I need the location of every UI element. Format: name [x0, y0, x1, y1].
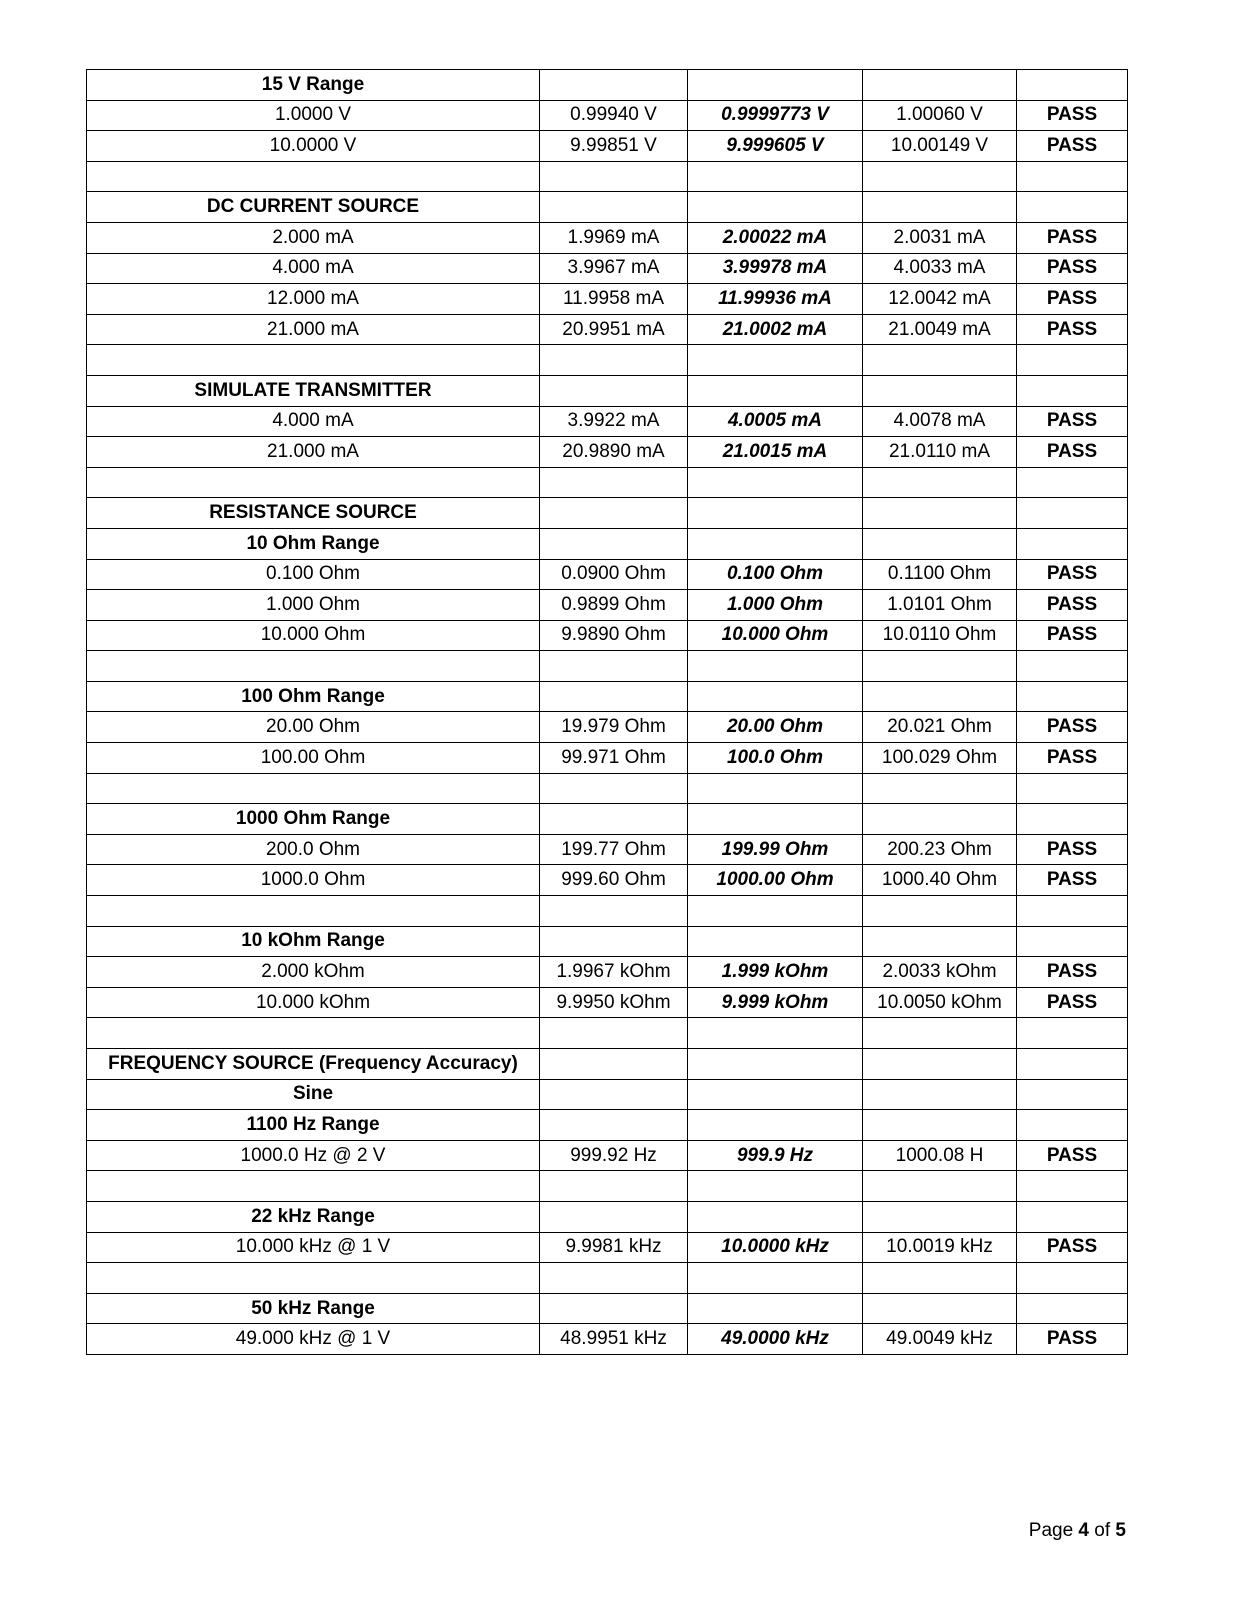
empty-cell	[540, 1293, 688, 1324]
high-cell: 100.029 Ohm	[863, 743, 1017, 774]
empty-cell	[688, 1263, 863, 1294]
result-cell: PASS	[1017, 987, 1128, 1018]
table-row	[87, 1232, 1128, 1263]
result-cell: PASS	[1017, 712, 1128, 743]
low-cell: 0.99940 V	[540, 100, 688, 131]
measured-cell: 1.000 Ohm	[688, 590, 863, 621]
empty-cell	[1017, 1171, 1128, 1202]
empty-cell	[863, 345, 1017, 376]
nominal-cell: 200.0 Ohm	[87, 834, 540, 865]
spacer-row	[87, 773, 1128, 804]
nominal-cell: 1.0000 V	[87, 100, 540, 131]
section-title: 10 kOhm Range	[87, 926, 540, 957]
section-title: RESISTANCE SOURCE	[87, 498, 540, 529]
empty-cell	[1017, 375, 1128, 406]
empty-cell	[863, 192, 1017, 223]
of-word: of	[1094, 1520, 1111, 1541]
empty-cell	[688, 467, 863, 498]
section-title: Sine	[87, 1079, 540, 1110]
empty-cell	[540, 192, 688, 223]
section-header-row	[87, 1201, 1128, 1232]
section-title: 100 Ohm Range	[87, 681, 540, 712]
empty-cell	[688, 1110, 863, 1141]
empty-cell	[1017, 1079, 1128, 1110]
section-title: 10 Ohm Range	[87, 528, 540, 559]
empty-cell	[1017, 70, 1128, 101]
empty-cell	[863, 651, 1017, 682]
empty-cell	[863, 1171, 1017, 1202]
measured-cell: 9.999605 V	[688, 131, 863, 162]
nominal-cell: 10.0000 V	[87, 131, 540, 162]
empty-cell	[1017, 192, 1128, 223]
spacer-row	[87, 467, 1128, 498]
result-cell: PASS	[1017, 957, 1128, 988]
empty-cell	[688, 1293, 863, 1324]
table-row	[87, 743, 1128, 774]
table-row	[87, 406, 1128, 437]
nominal-cell: 10.000 kHz @ 1 V	[87, 1232, 540, 1263]
empty-cell	[87, 1018, 540, 1049]
page-footer	[1029, 1520, 1126, 1542]
empty-cell	[540, 1018, 688, 1049]
empty-cell	[540, 345, 688, 376]
empty-cell	[688, 498, 863, 529]
measured-cell: 10.0000 kHz	[688, 1232, 863, 1263]
high-cell: 4.0033 mA	[863, 253, 1017, 284]
section-header-row	[87, 70, 1128, 101]
empty-cell	[87, 651, 540, 682]
empty-cell	[863, 804, 1017, 835]
nominal-cell: 0.100 Ohm	[87, 559, 540, 590]
low-cell: 9.9981 kHz	[540, 1232, 688, 1263]
calibration-table-body	[87, 70, 1128, 1355]
nominal-cell: 1000.0 Ohm	[87, 865, 540, 896]
empty-cell	[1017, 345, 1128, 376]
result-cell: PASS	[1017, 100, 1128, 131]
empty-cell	[863, 498, 1017, 529]
section-header-row	[87, 681, 1128, 712]
table-row	[87, 559, 1128, 590]
empty-cell	[1017, 1263, 1128, 1294]
empty-cell	[540, 528, 688, 559]
low-cell: 19.979 Ohm	[540, 712, 688, 743]
empty-cell	[540, 1171, 688, 1202]
result-cell: PASS	[1017, 131, 1128, 162]
measured-cell: 1.999 kOhm	[688, 957, 863, 988]
measured-cell: 21.0002 mA	[688, 314, 863, 345]
empty-cell	[863, 1018, 1017, 1049]
empty-cell	[688, 1079, 863, 1110]
empty-cell	[1017, 804, 1128, 835]
empty-cell	[87, 1171, 540, 1202]
table-row	[87, 100, 1128, 131]
empty-cell	[863, 773, 1017, 804]
nominal-cell: 4.000 mA	[87, 406, 540, 437]
empty-cell	[540, 467, 688, 498]
nominal-cell: 10.000 Ohm	[87, 620, 540, 651]
high-cell: 21.0110 mA	[863, 437, 1017, 468]
section-title: 15 V Range	[87, 70, 540, 101]
empty-cell	[87, 467, 540, 498]
measured-cell: 11.99936 mA	[688, 284, 863, 315]
high-cell: 49.0049 kHz	[863, 1324, 1017, 1355]
nominal-cell: 2.000 kOhm	[87, 957, 540, 988]
empty-cell	[688, 651, 863, 682]
empty-cell	[863, 161, 1017, 192]
section-header-row	[87, 375, 1128, 406]
result-cell: PASS	[1017, 406, 1128, 437]
empty-cell	[863, 467, 1017, 498]
result-cell: PASS	[1017, 314, 1128, 345]
measured-cell: 0.100 Ohm	[688, 559, 863, 590]
high-cell: 2.0033 kOhm	[863, 957, 1017, 988]
empty-cell	[1017, 161, 1128, 192]
nominal-cell: 21.000 mA	[87, 437, 540, 468]
empty-cell	[540, 651, 688, 682]
low-cell: 0.9899 Ohm	[540, 590, 688, 621]
high-cell: 20.021 Ohm	[863, 712, 1017, 743]
nominal-cell: 1.000 Ohm	[87, 590, 540, 621]
nominal-cell: 12.000 mA	[87, 284, 540, 315]
empty-cell	[688, 70, 863, 101]
empty-cell	[863, 1263, 1017, 1294]
table-row	[87, 253, 1128, 284]
spacer-row	[87, 1171, 1128, 1202]
table-row	[87, 834, 1128, 865]
empty-cell	[688, 1201, 863, 1232]
result-cell: PASS	[1017, 590, 1128, 621]
empty-cell	[87, 161, 540, 192]
empty-cell	[688, 1049, 863, 1080]
spacer-row	[87, 345, 1128, 376]
empty-cell	[1017, 467, 1128, 498]
empty-cell	[688, 161, 863, 192]
empty-cell	[1017, 1110, 1128, 1141]
empty-cell	[540, 498, 688, 529]
result-cell: PASS	[1017, 437, 1128, 468]
empty-cell	[540, 1201, 688, 1232]
measured-cell: 0.9999773 V	[688, 100, 863, 131]
table-row	[87, 590, 1128, 621]
low-cell: 20.9951 mA	[540, 314, 688, 345]
low-cell: 199.77 Ohm	[540, 834, 688, 865]
empty-cell	[1017, 1201, 1128, 1232]
measured-cell: 20.00 Ohm	[688, 712, 863, 743]
empty-cell	[540, 1263, 688, 1294]
result-cell: PASS	[1017, 1232, 1128, 1263]
section-header-row	[87, 498, 1128, 529]
high-cell: 10.0050 kOhm	[863, 987, 1017, 1018]
high-cell: 200.23 Ohm	[863, 834, 1017, 865]
empty-cell	[540, 896, 688, 927]
measured-cell: 3.99978 mA	[688, 253, 863, 284]
page-total: 5	[1115, 1520, 1126, 1541]
spacer-row	[87, 1018, 1128, 1049]
nominal-cell: 21.000 mA	[87, 314, 540, 345]
high-cell: 21.0049 mA	[863, 314, 1017, 345]
empty-cell	[863, 896, 1017, 927]
page-number: 4	[1078, 1520, 1089, 1541]
section-header-row	[87, 1293, 1128, 1324]
table-row	[87, 987, 1128, 1018]
empty-cell	[863, 528, 1017, 559]
section-title: FREQUENCY SOURCE (Frequency Accuracy)	[87, 1049, 540, 1080]
table-row	[87, 712, 1128, 743]
nominal-cell: 20.00 Ohm	[87, 712, 540, 743]
measured-cell: 999.9 Hz	[688, 1140, 863, 1171]
high-cell: 0.1100 Ohm	[863, 559, 1017, 590]
section-title: DC CURRENT SOURCE	[87, 192, 540, 223]
table-row	[87, 437, 1128, 468]
measured-cell: 4.0005 mA	[688, 406, 863, 437]
empty-cell	[540, 773, 688, 804]
low-cell: 9.99851 V	[540, 131, 688, 162]
empty-cell	[540, 161, 688, 192]
empty-cell	[540, 1049, 688, 1080]
low-cell: 999.92 Hz	[540, 1140, 688, 1171]
table-row	[87, 865, 1128, 896]
empty-cell	[1017, 651, 1128, 682]
empty-cell	[863, 1079, 1017, 1110]
empty-cell	[1017, 1018, 1128, 1049]
section-title: 1100 Hz Range	[87, 1110, 540, 1141]
section-header-row	[87, 804, 1128, 835]
empty-cell	[1017, 1293, 1128, 1324]
empty-cell	[87, 345, 540, 376]
table-row	[87, 620, 1128, 651]
nominal-cell: 2.000 mA	[87, 222, 540, 253]
empty-cell	[87, 773, 540, 804]
empty-cell	[688, 528, 863, 559]
measured-cell: 199.99 Ohm	[688, 834, 863, 865]
empty-cell	[863, 375, 1017, 406]
measured-cell: 10.000 Ohm	[688, 620, 863, 651]
table-row	[87, 1324, 1128, 1355]
low-cell: 9.9950 kOhm	[540, 987, 688, 1018]
result-cell: PASS	[1017, 1140, 1128, 1171]
empty-cell	[1017, 1049, 1128, 1080]
result-cell: PASS	[1017, 1324, 1128, 1355]
empty-cell	[863, 1110, 1017, 1141]
empty-cell	[540, 926, 688, 957]
empty-cell	[1017, 896, 1128, 927]
high-cell: 12.0042 mA	[863, 284, 1017, 315]
measured-cell: 49.0000 kHz	[688, 1324, 863, 1355]
empty-cell	[688, 375, 863, 406]
section-header-row	[87, 1049, 1128, 1080]
calibration-table	[86, 69, 1128, 1355]
low-cell: 99.971 Ohm	[540, 743, 688, 774]
low-cell: 9.9890 Ohm	[540, 620, 688, 651]
empty-cell	[688, 896, 863, 927]
section-header-row	[87, 1110, 1128, 1141]
section-title: SIMULATE TRANSMITTER	[87, 375, 540, 406]
empty-cell	[688, 345, 863, 376]
empty-cell	[1017, 498, 1128, 529]
low-cell: 1.9967 kOhm	[540, 957, 688, 988]
empty-cell	[688, 773, 863, 804]
empty-cell	[540, 1079, 688, 1110]
result-cell: PASS	[1017, 620, 1128, 651]
empty-cell	[1017, 773, 1128, 804]
result-cell: PASS	[1017, 834, 1128, 865]
nominal-cell: 4.000 mA	[87, 253, 540, 284]
section-header-row	[87, 1079, 1128, 1110]
empty-cell	[1017, 681, 1128, 712]
section-title: 50 kHz Range	[87, 1293, 540, 1324]
nominal-cell: 10.000 kOhm	[87, 987, 540, 1018]
empty-cell	[688, 804, 863, 835]
low-cell: 11.9958 mA	[540, 284, 688, 315]
low-cell: 999.60 Ohm	[540, 865, 688, 896]
low-cell: 1.9969 mA	[540, 222, 688, 253]
nominal-cell: 49.000 kHz @ 1 V	[87, 1324, 540, 1355]
section-header-row	[87, 192, 1128, 223]
high-cell: 1000.40 Ohm	[863, 865, 1017, 896]
empty-cell	[863, 70, 1017, 101]
empty-cell	[87, 1263, 540, 1294]
high-cell: 1000.08 H	[863, 1140, 1017, 1171]
table-row	[87, 284, 1128, 315]
high-cell: 10.00149 V	[863, 131, 1017, 162]
empty-cell	[540, 804, 688, 835]
high-cell: 4.0078 mA	[863, 406, 1017, 437]
high-cell: 10.0110 Ohm	[863, 620, 1017, 651]
measured-cell: 1000.00 Ohm	[688, 865, 863, 896]
section-title: 1000 Ohm Range	[87, 804, 540, 835]
empty-cell	[688, 1171, 863, 1202]
table-row	[87, 131, 1128, 162]
empty-cell	[540, 681, 688, 712]
measured-cell: 9.999 kOhm	[688, 987, 863, 1018]
high-cell: 10.0019 kHz	[863, 1232, 1017, 1263]
section-title: 22 kHz Range	[87, 1201, 540, 1232]
low-cell: 3.9967 mA	[540, 253, 688, 284]
measured-cell: 21.0015 mA	[688, 437, 863, 468]
empty-cell	[540, 375, 688, 406]
high-cell: 2.0031 mA	[863, 222, 1017, 253]
spacer-row	[87, 651, 1128, 682]
low-cell: 48.9951 kHz	[540, 1324, 688, 1355]
spacer-row	[87, 1263, 1128, 1294]
empty-cell	[688, 192, 863, 223]
section-header-row	[87, 926, 1128, 957]
measured-cell: 2.00022 mA	[688, 222, 863, 253]
empty-cell	[688, 1018, 863, 1049]
empty-cell	[540, 1110, 688, 1141]
spacer-row	[87, 896, 1128, 927]
empty-cell	[863, 1293, 1017, 1324]
section-header-row	[87, 528, 1128, 559]
nominal-cell: 1000.0 Hz @ 2 V	[87, 1140, 540, 1171]
empty-cell	[863, 926, 1017, 957]
low-cell: 3.9922 mA	[540, 406, 688, 437]
result-cell: PASS	[1017, 559, 1128, 590]
empty-cell	[688, 926, 863, 957]
empty-cell	[87, 896, 540, 927]
empty-cell	[1017, 528, 1128, 559]
low-cell: 20.9890 mA	[540, 437, 688, 468]
result-cell: PASS	[1017, 222, 1128, 253]
measured-cell: 100.0 Ohm	[688, 743, 863, 774]
table-row	[87, 1140, 1128, 1171]
empty-cell	[1017, 926, 1128, 957]
result-cell: PASS	[1017, 284, 1128, 315]
empty-cell	[863, 1049, 1017, 1080]
empty-cell	[688, 681, 863, 712]
result-cell: PASS	[1017, 253, 1128, 284]
empty-cell	[540, 70, 688, 101]
table-row	[87, 222, 1128, 253]
nominal-cell: 100.00 Ohm	[87, 743, 540, 774]
result-cell: PASS	[1017, 865, 1128, 896]
empty-cell	[863, 1201, 1017, 1232]
table-row	[87, 314, 1128, 345]
high-cell: 1.00060 V	[863, 100, 1017, 131]
low-cell: 0.0900 Ohm	[540, 559, 688, 590]
result-cell: PASS	[1017, 743, 1128, 774]
empty-cell	[863, 681, 1017, 712]
page-word: Page	[1028, 1520, 1074, 1541]
high-cell: 1.0101 Ohm	[863, 590, 1017, 621]
table-row	[87, 957, 1128, 988]
spacer-row	[87, 161, 1128, 192]
